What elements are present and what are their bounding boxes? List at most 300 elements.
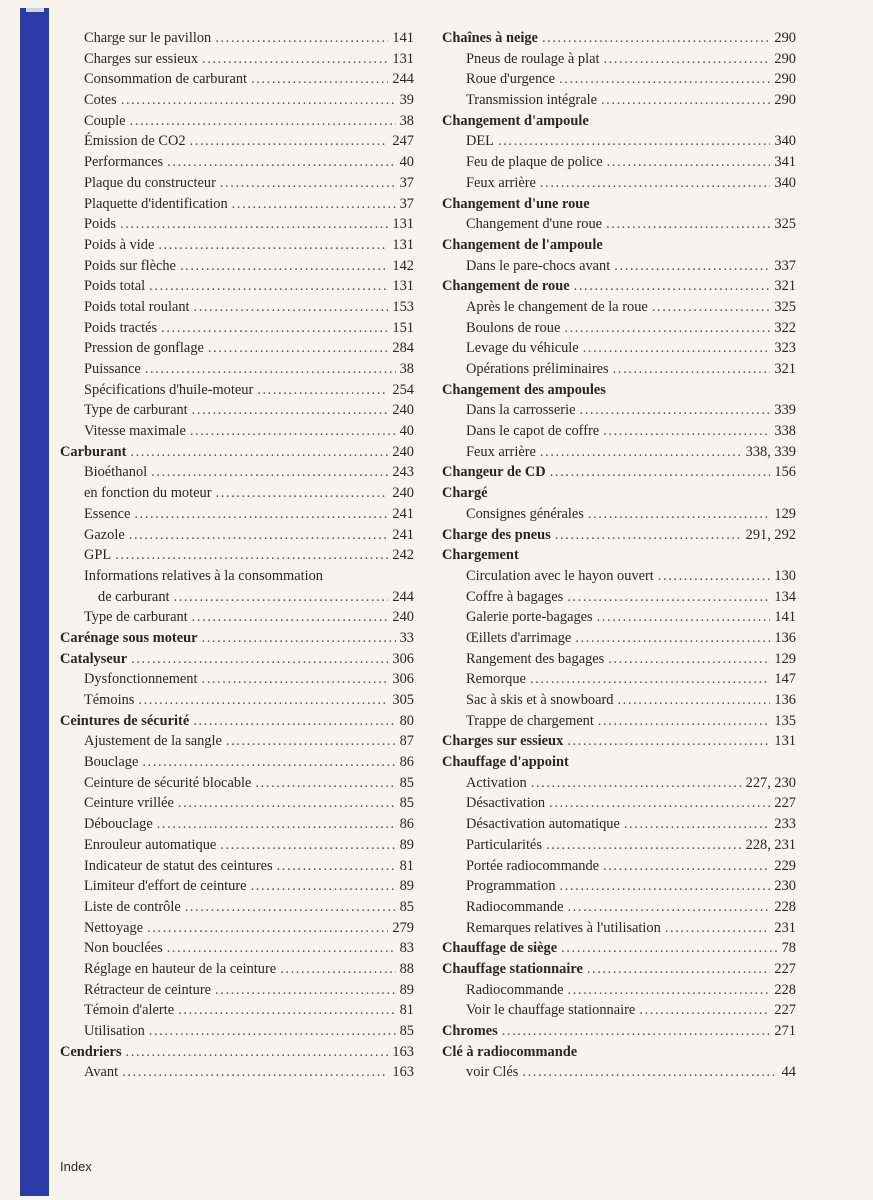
dot-leader: [588, 504, 771, 525]
page-reference: 131: [392, 278, 414, 295]
dot-leader: [549, 793, 770, 814]
dot-leader: [568, 897, 771, 918]
index-term: Chaînes à neige: [442, 30, 538, 46]
index-term: Nettoyage: [84, 919, 144, 936]
index-sub-entry: [60, 856, 414, 877]
dot-leader: [149, 276, 388, 297]
page-reference: 321: [774, 278, 796, 295]
index-heading-entry: [442, 235, 796, 256]
index-heading-entry: [442, 752, 796, 773]
index-term: Radiocommande: [466, 981, 564, 998]
page-reference: 243: [392, 464, 414, 481]
dot-leader: [607, 152, 771, 173]
page-reference: 228: [774, 981, 796, 998]
index-heading-entry: [60, 442, 414, 463]
page-reference: 85: [399, 898, 414, 915]
dot-leader: [540, 442, 742, 463]
dot-leader: [579, 400, 770, 421]
index-sub-entry: [60, 690, 414, 711]
page-reference: 338: [774, 423, 796, 440]
index-sub-entry: [442, 338, 796, 359]
page-reference: 86: [399, 816, 414, 833]
index-sub-entry: [442, 649, 796, 670]
page-reference: 131: [774, 733, 796, 750]
dot-leader: [652, 297, 771, 318]
dot-leader: [202, 49, 388, 70]
dot-leader: [220, 835, 395, 856]
dot-leader: [587, 959, 771, 980]
dot-leader: [502, 1021, 771, 1042]
dot-leader: [606, 214, 770, 235]
dot-leader: [130, 442, 388, 463]
index-sub-entry: [442, 814, 796, 835]
index-term: Chauffage de siège: [442, 940, 558, 957]
index-heading-entry: [442, 483, 796, 504]
page-reference: 337: [774, 257, 796, 274]
index-sub-entry: [60, 566, 414, 587]
index-sub-entry: [442, 897, 796, 918]
dot-leader: [215, 980, 396, 1001]
index-sub-entry: [60, 235, 414, 256]
index-heading-entry: [60, 711, 414, 732]
index-sub-entry: [60, 669, 414, 690]
index-sub-entry: [60, 194, 414, 215]
page-reference: 240: [392, 443, 414, 460]
page-reference: 134: [774, 588, 796, 605]
index-sub-entry: [442, 131, 796, 152]
index-term: Portée radiocommande: [466, 857, 600, 874]
index-sub-entry: [442, 69, 796, 90]
index-term: Changement de l'ampoule: [442, 236, 603, 253]
page-reference: 87: [399, 733, 414, 750]
index-term: Spécifications d'huile-moteur: [84, 381, 254, 398]
index-term: Poids total roulant: [84, 298, 190, 315]
index-term: Levage du véhicule: [466, 340, 579, 357]
index-sub-entry: [60, 49, 414, 70]
index-sub-entry: [60, 111, 414, 132]
dot-leader: [138, 690, 388, 711]
index-term: Limiteur d'effort de ceinture: [84, 878, 247, 895]
index-sub-entry: [442, 918, 796, 939]
dot-leader: [555, 525, 742, 546]
dot-leader: [597, 607, 771, 628]
dot-leader: [142, 752, 395, 773]
index-sub-entry: [442, 49, 796, 70]
dot-leader: [280, 959, 395, 980]
dot-leader: [215, 28, 388, 49]
index-term: Chauffage stationnaire: [442, 960, 583, 977]
dot-leader: [151, 462, 388, 483]
index-heading-entry: [442, 731, 796, 752]
index-sub-entry: [60, 773, 414, 794]
index-sub-entry: [60, 876, 414, 897]
page-reference: 129: [774, 650, 796, 667]
dot-leader: [192, 400, 389, 421]
page-reference: 244: [392, 71, 414, 88]
index-sub-entry: [442, 690, 796, 711]
dot-leader: [167, 152, 395, 173]
page-reference: 141: [774, 609, 796, 626]
index-sub-entry: [60, 462, 414, 483]
dot-leader: [216, 483, 389, 504]
page-reference: 325: [774, 216, 796, 233]
dot-leader: [581, 1042, 792, 1063]
index-heading-entry: [442, 525, 796, 546]
index-heading-entry: [442, 111, 796, 132]
page-reference: 339: [774, 402, 796, 419]
index-sub-entry: [442, 856, 796, 877]
page-reference: 321: [774, 361, 796, 377]
index-term: Témoins: [84, 692, 135, 708]
index-sub-entry: [60, 28, 414, 49]
index-term: Dans le capot de coffre: [466, 423, 600, 440]
index-term: Chargement: [442, 547, 519, 564]
index-sub-entry: [60, 504, 414, 525]
index-sub-entry: [442, 214, 796, 235]
index-heading-entry: [442, 959, 796, 980]
page-reference: 254: [392, 381, 414, 398]
page-reference: 227: [774, 960, 796, 977]
page-reference: 284: [392, 340, 414, 357]
index-term: Programmation: [466, 878, 556, 895]
index-term: de carburant: [98, 588, 170, 605]
page-reference: 341: [774, 154, 796, 171]
page-reference: 241: [392, 526, 414, 543]
index-term: Changement d'ampoule: [442, 112, 589, 129]
index-sub-entry: [60, 214, 414, 235]
index-term: Poids total: [84, 278, 146, 295]
page-reference: 44: [781, 1064, 796, 1081]
dot-leader: [583, 338, 771, 359]
index-sub-entry: [442, 628, 796, 649]
page-reference: 38: [399, 361, 414, 377]
page-reference: 85: [399, 774, 414, 791]
index-heading-entry: [442, 462, 796, 483]
index-term: Opérations préliminaires: [466, 361, 609, 377]
page-reference: 227: [774, 1002, 796, 1019]
page-reference: 153: [392, 298, 414, 315]
dot-leader: [575, 628, 770, 649]
page-reference: 306: [392, 671, 414, 688]
index-sub-entry: [60, 297, 414, 318]
page-reference: 228, 231: [745, 836, 796, 853]
index-term: Sac à skis et à snowboard: [466, 692, 614, 708]
index-term: Ajustement de la sangle: [84, 733, 222, 750]
index-sub-entry: [442, 400, 796, 421]
page-reference: 89: [399, 836, 414, 853]
dot-leader: [598, 711, 771, 732]
index-term: Charges sur essieux: [84, 50, 199, 67]
index-term: Chargé: [442, 485, 488, 502]
index-term: en fonction du moteur: [84, 485, 212, 502]
index-sub-entry: [442, 607, 796, 628]
index-heading-entry: [442, 1042, 796, 1063]
index-term: Puissance: [84, 361, 141, 377]
dot-leader: [574, 276, 771, 297]
index-heading-entry: [442, 194, 796, 215]
index-heading-entry: [442, 938, 796, 959]
index-term: Chromes: [442, 1023, 498, 1039]
index-sub-entry: [60, 587, 414, 608]
index-term: Particularités: [466, 836, 542, 853]
index-term: Type de carburant: [84, 402, 188, 419]
index-sub-entry: [60, 1021, 414, 1042]
index-term: Rangement des bagages: [466, 650, 605, 667]
dot-leader: [603, 49, 770, 70]
dot-leader: [603, 421, 770, 442]
dot-leader: [251, 876, 396, 897]
index-sub-entry: [60, 814, 414, 835]
index-sub-entry: [442, 90, 796, 111]
index-heading-entry: [442, 545, 796, 566]
page-reference: 38: [399, 112, 414, 129]
index-term: Désactivation: [466, 795, 546, 812]
index-sub-entry: [60, 731, 414, 752]
index-term: Rétracteur de ceinture: [84, 981, 212, 998]
index-term: Après le changement de la roue: [466, 298, 648, 315]
dot-leader: [255, 773, 395, 794]
dot-leader: [126, 1042, 389, 1063]
dot-leader: [174, 587, 389, 608]
index-term: DEL: [466, 133, 494, 150]
index-sub-entry: [60, 359, 414, 380]
index-sub-entry: [60, 897, 414, 918]
index-term: Œillets d'arrimage: [466, 629, 572, 646]
index-sub-entry: [60, 276, 414, 297]
page-reference: 340: [774, 133, 796, 150]
index-sub-entry: [442, 256, 796, 277]
index-term: Poids sur flèche: [84, 257, 176, 274]
page-reference: 136: [774, 629, 796, 646]
index-term: Bouclage: [84, 754, 139, 771]
page-reference: 340: [774, 174, 796, 191]
page-reference: 85: [399, 1023, 414, 1039]
index-term: Dysfonctionnement: [84, 671, 198, 688]
page-reference: 151: [392, 319, 414, 336]
index-term: Poids: [84, 216, 116, 233]
dot-leader: [167, 938, 396, 959]
index-column-left: [60, 28, 414, 1083]
index-term: Consommation de carburant: [84, 71, 248, 88]
index-term: Émission de CO2: [84, 133, 186, 150]
dot-leader: [178, 793, 396, 814]
page-reference: 141: [392, 30, 414, 46]
index-term: Gazole: [84, 526, 125, 543]
dot-leader: [226, 731, 396, 752]
dot-leader: [594, 194, 792, 215]
page-reference: 244: [392, 588, 414, 605]
page-reference: 279: [392, 919, 414, 936]
page-reference: 227: [774, 795, 796, 812]
dot-leader: [147, 918, 388, 939]
dot-leader: [601, 90, 770, 111]
index-sub-entry: [442, 1000, 796, 1021]
dot-leader: [130, 111, 396, 132]
index-sub-entry: [60, 131, 414, 152]
index-term: Poids à vide: [84, 236, 155, 253]
dot-leader: [122, 1062, 388, 1083]
index-sub-entry: [442, 173, 796, 194]
index-sub-entry: [60, 525, 414, 546]
page-reference: 163: [392, 1064, 414, 1081]
page-reference: 241: [392, 505, 414, 522]
index-sub-entry: [442, 793, 796, 814]
index-term: Informations relatives à la consommation: [84, 567, 323, 584]
page-reference: 290: [774, 50, 796, 67]
index-term: Changement de roue: [442, 278, 570, 295]
page-reference: 89: [399, 878, 414, 895]
index-sub-entry: [60, 421, 414, 442]
index-sub-entry: [442, 835, 796, 856]
page-reference: 85: [399, 795, 414, 812]
index-term: Plaque du constructeur: [84, 174, 216, 191]
index-sub-entry: [60, 938, 414, 959]
dot-leader: [208, 338, 389, 359]
index-term: Essence: [84, 505, 131, 522]
index-sub-entry: [60, 90, 414, 111]
index-term: Débouclage: [84, 816, 153, 833]
page-reference: 131: [392, 50, 414, 67]
page-reference: 325: [774, 298, 796, 315]
index-term: Circulation avec le hayon ouvert: [466, 567, 654, 584]
dot-leader: [161, 318, 388, 339]
index-term: Charge sur le pavillon: [84, 30, 212, 46]
dot-leader: [560, 876, 771, 897]
index-sub-entry: [442, 442, 796, 463]
index-sub-entry: [60, 152, 414, 173]
index-column-right: [442, 28, 796, 1083]
index-term: Activation: [466, 774, 527, 791]
page-reference: 323: [774, 340, 796, 357]
index-sub-entry: [60, 793, 414, 814]
page-reference: 291, 292: [745, 526, 796, 543]
index-sub-entry: [60, 980, 414, 1001]
dot-leader: [550, 462, 771, 483]
dot-leader: [531, 773, 742, 794]
index-term: Carburant: [60, 443, 127, 460]
index-term: Réglage en hauteur de la ceinture: [84, 960, 277, 977]
page-reference: 227, 230: [745, 774, 796, 791]
dot-leader: [542, 28, 770, 49]
index-term: Performances: [84, 154, 164, 171]
page-reference: 338, 339: [745, 443, 796, 460]
index-term: Cendriers: [60, 1043, 122, 1060]
dot-leader: [613, 359, 771, 380]
index-sub-entry: [442, 152, 796, 173]
index-sub-entry: [60, 173, 414, 194]
dot-leader: [131, 649, 388, 670]
index-term: Pression de gonflage: [84, 340, 204, 357]
index-sub-entry: [442, 669, 796, 690]
index-heading-entry: [60, 649, 414, 670]
index-term: Feux arrière: [466, 443, 536, 460]
page-reference: 78: [781, 940, 796, 957]
dot-leader: [614, 256, 770, 277]
page-reference: 163: [392, 1043, 414, 1060]
page-reference: 233: [774, 816, 796, 833]
dot-leader: [546, 835, 742, 856]
dot-leader: [593, 111, 792, 132]
dot-leader: [277, 856, 396, 877]
dot-leader: [149, 1021, 396, 1042]
index-sub-entry: [60, 1000, 414, 1021]
page-reference: 147: [774, 671, 796, 688]
index-term: Coffre à bagages: [466, 588, 564, 605]
page-reference: 40: [399, 423, 414, 440]
page-reference: 37: [399, 195, 414, 212]
dot-leader: [257, 380, 388, 401]
page-reference: 290: [774, 30, 796, 46]
index-term: Feu de plaque de police: [466, 154, 603, 171]
index-heading-entry: [442, 276, 796, 297]
dot-leader: [180, 256, 388, 277]
dot-leader: [178, 1000, 396, 1021]
index-term: Consignes générales: [466, 505, 584, 522]
dot-leader: [530, 669, 770, 690]
index-heading-entry: [60, 628, 414, 649]
dot-leader: [194, 297, 389, 318]
index-term: Remorque: [466, 671, 526, 688]
dot-leader: [665, 918, 771, 939]
index-term: GPL: [84, 547, 112, 564]
index-sub-entry: [442, 876, 796, 897]
page-reference: 81: [399, 857, 414, 874]
index-sub-entry: [60, 545, 414, 566]
dot-leader: [232, 194, 396, 215]
page-reference: 40: [399, 154, 414, 171]
index-term: Roue d'urgence: [466, 71, 556, 88]
index-term: Charge des pneus: [442, 526, 551, 543]
dot-leader: [607, 235, 792, 256]
index-sub-entry: [60, 483, 414, 504]
index-side-bar-tab: [26, 8, 44, 12]
index-term: Désactivation automatique: [466, 816, 620, 833]
index-term: Enrouleur automatique: [84, 836, 217, 853]
index-term: Cotes: [84, 92, 117, 109]
index-term: Ceintures de sécurité: [60, 712, 190, 729]
dot-leader: [603, 856, 770, 877]
dot-leader: [617, 690, 770, 711]
index-sub-entry: [442, 421, 796, 442]
dot-leader: [192, 607, 389, 628]
index-term: Radiocommande: [466, 898, 564, 915]
index-term: Indicateur de statut des ceintures: [84, 857, 273, 874]
dot-leader: [567, 587, 770, 608]
index-term: Bioéthanol: [84, 464, 148, 481]
index-sub-entry: [60, 400, 414, 421]
page-reference: 231: [774, 919, 796, 936]
page-reference: 88: [399, 960, 414, 977]
dot-leader: [624, 814, 771, 835]
page-reference: 242: [392, 547, 414, 564]
index-term: Carénage sous moteur: [60, 629, 198, 646]
dot-leader: [115, 545, 388, 566]
index-heading-entry: [442, 1021, 796, 1042]
index-sub-entry: [442, 773, 796, 794]
index-term: Feux arrière: [466, 174, 536, 191]
index-term: Transmission intégrale: [466, 92, 597, 109]
dot-leader: [220, 173, 396, 194]
page-reference: 80: [399, 712, 414, 729]
page-reference: 305: [392, 692, 414, 708]
index-term: Dans la carrosserie: [466, 402, 576, 419]
page-reference: 230: [774, 878, 796, 895]
dot-leader: [202, 628, 396, 649]
page-reference: 135: [774, 712, 796, 729]
page-reference: 240: [392, 609, 414, 626]
page-reference: 306: [392, 650, 414, 667]
page-reference: 228: [774, 898, 796, 915]
